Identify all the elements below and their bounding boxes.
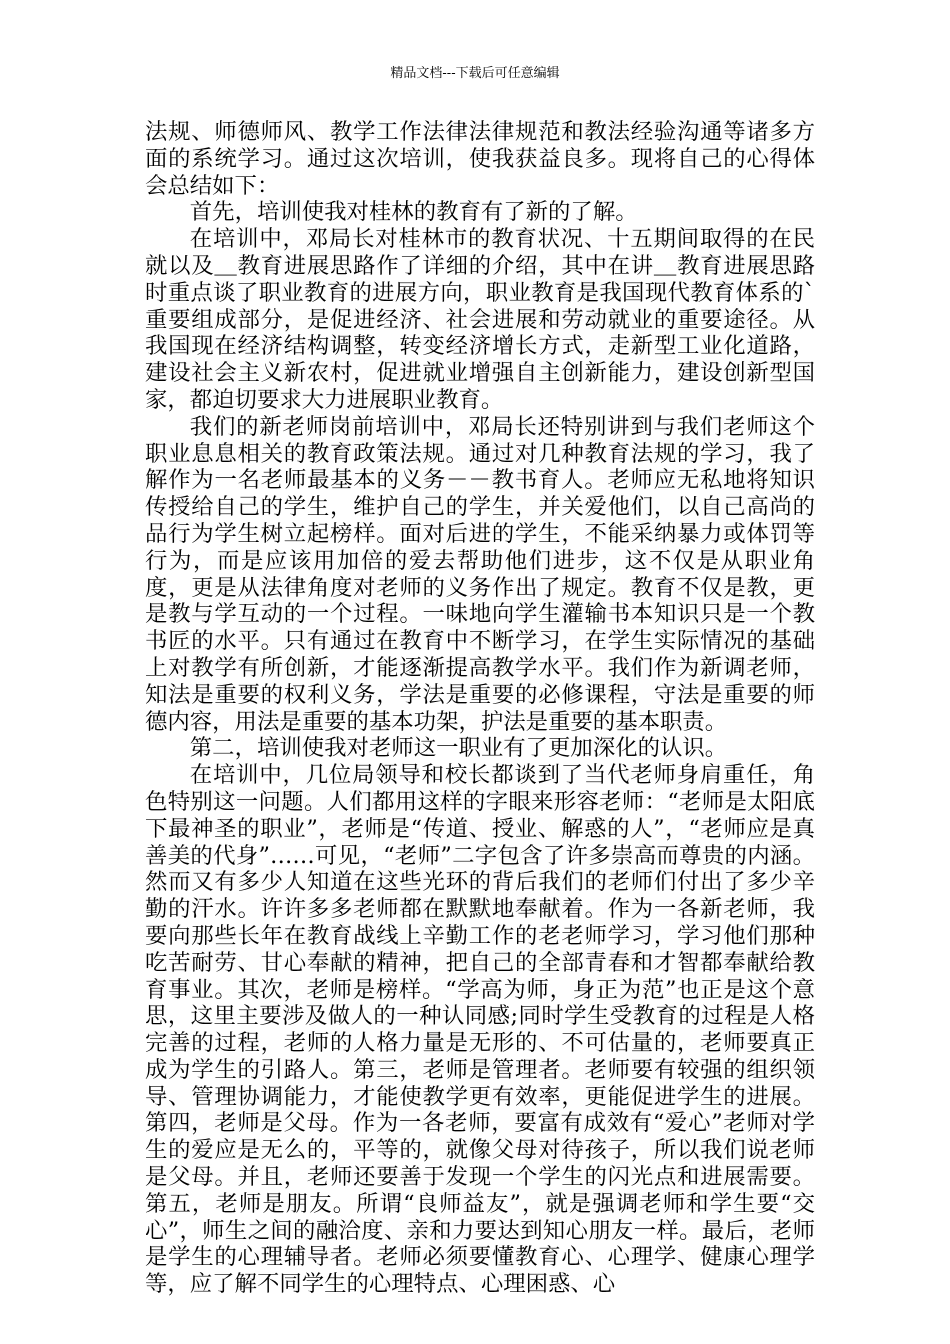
document-body — [145, 119, 815, 1298]
paragraph-continuation: 法规、师德师风、教学工作法律法律规范和教法经验沟通等诸多方面的系统学习。通过这次培训，使我获益良多。现将自己的心得体会总结如下： — [145, 119, 815, 199]
paragraph-education-law: 我们的新老师岗前培训中，邓局长还特别讲到与我们老师这个职业息息相关的教育政策法规。通过对几种教育法规的学习，我了解作为一名老师最基本的义务－－教书育人。老师应无私地将知识传授给自己的学生，维护自己的学生，并关爱他们，以自己高尚的品行为学生树立起榜样。面对后进的学生，不能采纳暴力或体罚等行为，而是应该用加倍的爱去帮助他们进步，这不仅是从职业角度，更是从法律角度对老师的义务作出了规定。教育不仅是教，更是教与学互动的一个过程。一味地向学生灌输书本知识只是一个教书匠的水平。只有通过在教育中不断学习，在学生实际情况的基础上对教学有所创新，才能逐渐提高教学水平。我们作为新调老师，知法是重要的权利义务，学法是重要的必修课程，守法是重要的师德内容，用法是重要的基本功架，护法是重要的基本职责。 — [145, 413, 815, 735]
paragraph-second-point: 第二，培训使我对老师这一职业有了更加深化的认识。 — [189, 735, 728, 762]
page-header: 精品文档---下载后可任意编辑 — [390, 66, 560, 81]
paragraph-first-point: 首先，培训使我对桂林的教育有了新的了解。 — [189, 199, 638, 226]
paragraph-teacher-roles: 在培训中，几位局领导和校长都谈到了当代老师身肩重任，角色特别这一问题。人们都用这样的字眼来形容老师：“老师是太阳底下最神圣的职业”，老师是“传道、授业、解惑的人”，“老师应是真善美的代身”……可见，“老师”二字包含了许多崇高而尊贵的内涵。然而又有多少人知道在这些光环的背后我们的老师们付出了多少辛勤的汗水。许许多多老师都在默默地奉献着。作为一各新老师，我要向那些长年在教育战线上辛勤工作的老老师学习，学习他们那种吃苦耐劳、甘心奉献的精神，把自己的全部青春和才智都奉献给教育事业。其次，老师是榜样。“学高为师，身正为范”也正是这个意思，这里主要涉及做人的一种认同感;同时学生受教育的过程是人格完善的过程，老师的人格力量是无形的、不可估量的，老师要真正成为学生的引路人。第三，老师是管理者。老师要有较强的组织领导、管理协调能力，才能使教学更有效率，更能促进学生的进展。第四，老师是父母。作为一各老师，要富有成效有“爱心”老师对学生的爱应是无么的，平等的，就像父母对待孩子，所以我们说老师是父母。并且，老师还要善于发现一个学生的闪光点和进展需要。第五，老师是朋友。所谓“良师益友”，就是强调老师和学生要“交心”，师生之间的融洽度、亲和力要达到知心朋友一样。最后，老师是学生的心理辅导者。老师必须要懂教育心、心理学、健康心理学等，应了解不同学生的心理特点、心理困惑、心 — [145, 762, 815, 1298]
paragraph-training-overview: 在培训中，邓局长对桂林市的教育状况、十五期间取得的在民就以及＿教育进展思路作了详细的介绍，其中在讲＿教育进展思路时重点谈了职业教育的进展方向，职业教育是我国现代教育体系的`重要组成部分，是促进经济、社会进展和劳动就业的重要途径。从我国现在经济结构调整，转变经济增长方式，走新型工业化道路，建设社会主义新农村，促进就业增强自主创新能力，建设创新型国家，都迫切要求大力进展职业教育。 — [145, 226, 815, 413]
